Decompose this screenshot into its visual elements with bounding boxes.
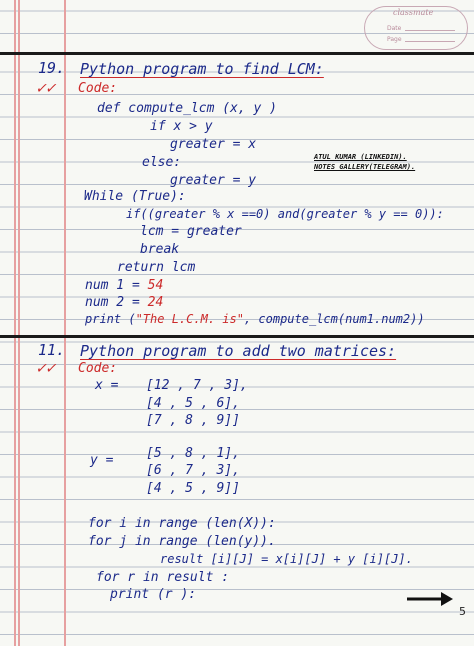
code-line: for i in range (len(X)): xyxy=(88,516,276,531)
page-number: 5 xyxy=(459,605,466,618)
code-line: return lcm xyxy=(117,260,196,275)
num1-label: num 1 = xyxy=(85,278,148,293)
matrix-x-row: [4 , 5 , 6], xyxy=(146,396,240,411)
code-line: print (r ): xyxy=(110,587,197,602)
credit-telegram: NOTES GALLERY(TELEGRAM). xyxy=(314,163,416,171)
matrix-x-label: x = xyxy=(95,378,119,393)
num2-value: 24 xyxy=(147,295,164,310)
code-line: for j in range (len(y)). xyxy=(88,534,276,549)
matrix-y-row: [4 , 5 , 9]] xyxy=(146,481,240,496)
code-line: While (True): xyxy=(84,189,186,204)
code-label-matrices: Code: xyxy=(78,361,118,376)
code-line: greater = x xyxy=(170,137,257,152)
section-title-lcm: Python program to find LCM: xyxy=(80,60,324,78)
question-number-11: 11. xyxy=(38,341,66,359)
matrix-x-row: [7 , 8 , 9]] xyxy=(146,413,240,428)
matrix-x-row: [12 , 7 , 3], xyxy=(146,378,248,393)
credit-linkedin: ATUL KUMAR (LINKEDIN). xyxy=(314,153,407,161)
margin-line-left xyxy=(14,0,16,646)
section-rule-middle xyxy=(0,335,474,338)
section-rule-top xyxy=(0,52,474,55)
classmate-logo xyxy=(364,6,468,50)
print-args: , compute_lcm(num1.num2)) xyxy=(243,312,425,326)
code-line: break xyxy=(140,242,180,257)
code-line: for r in result : xyxy=(96,570,230,585)
margin-line-left-inner xyxy=(18,0,20,646)
matrix-y-row: [5 , 8 , 1], xyxy=(146,446,240,461)
section-title-matrices: Python program to add two matrices: xyxy=(80,342,397,360)
logo-page-line xyxy=(405,41,455,42)
logo-date-label: Date xyxy=(387,25,402,32)
margin-line-right xyxy=(64,0,66,646)
code-line: result [i][J] = x[i][J] + y [i][J]. xyxy=(160,552,413,566)
code-line-num1 xyxy=(85,278,163,294)
question-number-19: 19. xyxy=(38,59,66,77)
matrix-y-label: y = xyxy=(90,453,114,468)
print-call: print ( xyxy=(85,312,136,326)
checkmark-icon: ✓✓ xyxy=(36,358,56,377)
code-line: if((greater % x ==0) and(greater % y == 0)): xyxy=(126,207,444,221)
code-line: greater = y xyxy=(170,173,257,188)
code-label-lcm: Code: xyxy=(78,81,118,96)
checkmark-icon: ✓✓ xyxy=(36,78,56,97)
logo-page-label: Page xyxy=(387,36,402,43)
print-string: "The L.C.M. is" xyxy=(135,312,244,326)
code-line: if x > y xyxy=(150,119,213,134)
logo-brand: classmate xyxy=(393,8,434,17)
arrow-right-icon xyxy=(405,590,455,608)
code-line-print xyxy=(85,311,425,327)
code-line: else: xyxy=(142,155,182,170)
code-line-num2 xyxy=(85,295,163,311)
code-line: def compute_lcm (x, y ) xyxy=(97,101,278,116)
num1-value: 54 xyxy=(147,278,164,293)
num2-label: num 2 = xyxy=(85,295,148,310)
matrix-y-row: [6 , 7 , 3], xyxy=(146,463,240,478)
logo-date-line xyxy=(405,30,455,31)
code-line: lcm = greater xyxy=(140,224,242,239)
